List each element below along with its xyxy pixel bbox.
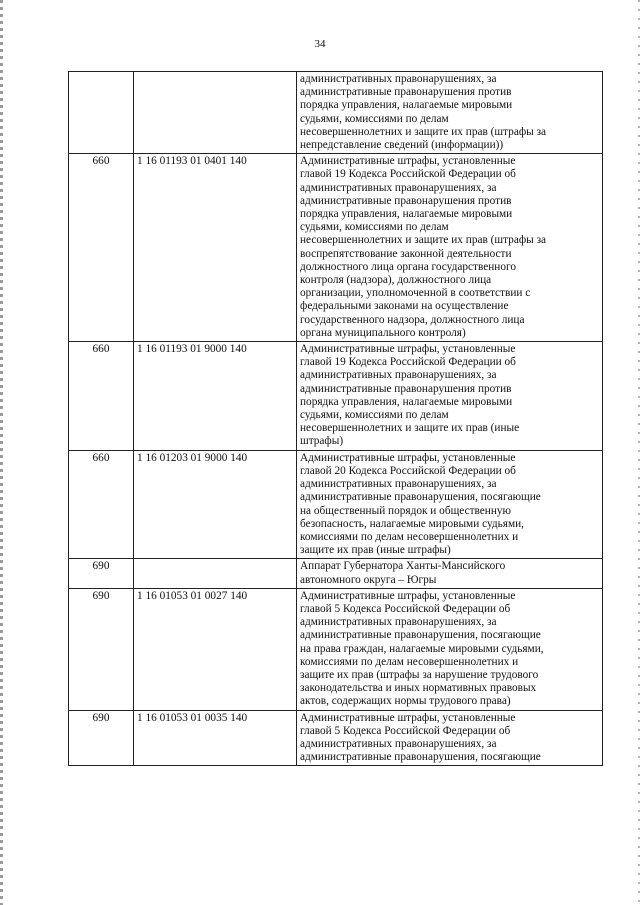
budget-classification-code-cell — [134, 72, 297, 154]
revenue-name-line: порядка управления, налагаемые мировыми — [300, 208, 513, 221]
budget-classification-code-cell: 1 16 01193 01 0401 140 — [134, 154, 297, 342]
revenue-name-line: главой 20 Кодекса Российской Федерации об — [300, 464, 516, 477]
revenue-name-cell — [297, 154, 603, 342]
revenue-name-line: непредставление сведений (информации)) — [300, 139, 504, 152]
table-row — [69, 588, 603, 710]
revenue-name-line: организации, уполномоченной в соответствии с — [300, 287, 531, 300]
revenue-name-line: должностного лица органа государственного — [300, 260, 516, 273]
admin-code-cell: 660 — [69, 154, 134, 342]
table-row — [69, 72, 603, 154]
budget-classification-code-cell — [134, 559, 297, 588]
revenue-name-line: автономного округа – Югры — [300, 573, 437, 586]
revenue-name-line: административных правонарушениях, за — [300, 181, 497, 194]
table-row — [69, 154, 603, 342]
budget-classification-code-cell: 1 16 01203 01 9000 140 — [134, 450, 297, 559]
revenue-name-line: комиссиями по делам несовершеннолетних и — [300, 655, 519, 668]
revenue-name-line: административных правонарушениях, за — [300, 478, 497, 491]
revenue-name-line: Административные штрафы, установленные — [300, 155, 516, 168]
revenue-name-line: административные правонарушения, посягающие — [300, 629, 541, 642]
revenue-name-line: актов, содержащих нормы трудового права) — [300, 695, 511, 708]
revenue-name-line: защите их прав (штрафы за нарушение трудового — [300, 668, 539, 681]
revenue-name-cell — [297, 559, 603, 588]
revenue-name-line: Административные штрафы, установленные — [300, 711, 516, 724]
table-row — [69, 710, 603, 766]
revenue-name-line: главой 19 Кодекса Российской Федерации об — [300, 168, 516, 181]
revenue-name-line: воспрепятствование законной деятельности — [300, 247, 512, 260]
table-row — [69, 450, 603, 559]
admin-code-cell: 690 — [69, 559, 134, 588]
admin-code-cell: 690 — [69, 710, 134, 766]
admin-code-cell — [69, 72, 134, 154]
revenue-name-line: административные правонарушения против — [300, 382, 512, 395]
revenue-name-line: административных правонарушениях, за — [300, 73, 497, 85]
revenue-name-line: на общественный порядок и общественную — [300, 504, 511, 517]
admin-code-cell: 690 — [69, 588, 134, 710]
table-body — [69, 72, 603, 766]
revenue-name-line: административные правонарушения, посягающие — [300, 491, 541, 504]
revenue-name-line: на права граждан, налагаемые мировыми судьями, — [300, 642, 544, 655]
revenue-name-cell — [297, 72, 603, 154]
revenue-name-cell — [297, 588, 603, 710]
admin-code-cell: 660 — [69, 450, 134, 559]
budget-classification-code-cell: 1 16 01193 01 9000 140 — [134, 342, 297, 451]
revenue-name-cell — [297, 450, 603, 559]
revenue-name-line: порядка управления, налагаемые мировыми — [300, 395, 513, 408]
revenue-name-line: судьями, комиссиями по делам — [300, 409, 449, 422]
revenue-name-line: административных правонарушениях, за — [300, 616, 497, 629]
page-number: 34 — [314, 38, 326, 50]
table-row — [69, 559, 603, 588]
revenue-name-line: законодательства и иных нормативных правовых — [300, 682, 537, 695]
revenue-name-line: несовершеннолетних и защите их прав (иные — [300, 422, 520, 435]
revenue-name-line: несовершеннолетних и защите их прав (штрафы за — [300, 234, 547, 247]
revenue-name-line: федеральными законами на осуществление — [300, 300, 509, 313]
revenue-name-line: административных правонарушениях, за — [300, 369, 497, 382]
table-row — [69, 342, 603, 451]
revenue-name-line: главой 19 Кодекса Российской Федерации об — [300, 356, 516, 369]
revenue-name-line: главой 5 Кодекса Российской Федерации об — [300, 602, 511, 615]
revenue-name-line: Административные штрафы, установленные — [300, 589, 516, 602]
budget-classification-code-cell: 1 16 01053 01 0035 140 — [134, 710, 297, 766]
revenue-name-line: контроля (надзора), должностного лица — [300, 274, 492, 287]
revenue-name-line: защите их прав (иные штрафы) — [300, 544, 451, 557]
budget-codes-table — [68, 71, 603, 766]
revenue-name-line: Административные штрафы, установленные — [300, 343, 516, 356]
revenue-name-line: судьями, комиссиями по делам — [300, 221, 449, 234]
revenue-name-line: государственного надзора, должностного лица — [300, 313, 525, 326]
revenue-name-cell — [297, 710, 603, 766]
revenue-name-line: порядка управления, налагаемые мировыми — [300, 99, 513, 112]
revenue-name-line: судьями, комиссиями по делам — [300, 112, 449, 125]
revenue-name-line: Аппарат Губернатора Ханты-Мансийского — [300, 560, 506, 573]
revenue-name-cell — [297, 342, 603, 451]
revenue-name-line: административные правонарушения, посягающие — [300, 751, 541, 764]
admin-code-cell: 660 — [69, 342, 134, 451]
revenue-name-line: несовершеннолетних и защите их прав (штрафы за — [300, 125, 547, 138]
revenue-name-line: главой 5 Кодекса Российской Федерации об — [300, 724, 511, 737]
budget-classification-code-cell: 1 16 01053 01 0027 140 — [134, 588, 297, 710]
revenue-name-line: Административные штрафы, установленные — [300, 451, 516, 464]
revenue-name-line: органа муниципального контроля) — [300, 326, 466, 339]
revenue-name-line: штрафы) — [300, 435, 344, 448]
scan-left-edge — [0, 0, 3, 905]
revenue-name-line: безопасность, налагаемые мировыми судьями, — [300, 517, 524, 530]
revenue-name-line: комиссиями по делам несовершеннолетних и — [300, 530, 519, 543]
revenue-name-line: административные правонарушения против — [300, 86, 512, 99]
revenue-name-line: административные правонарушения против — [300, 194, 512, 207]
revenue-name-line: административных правонарушениях, за — [300, 737, 497, 750]
